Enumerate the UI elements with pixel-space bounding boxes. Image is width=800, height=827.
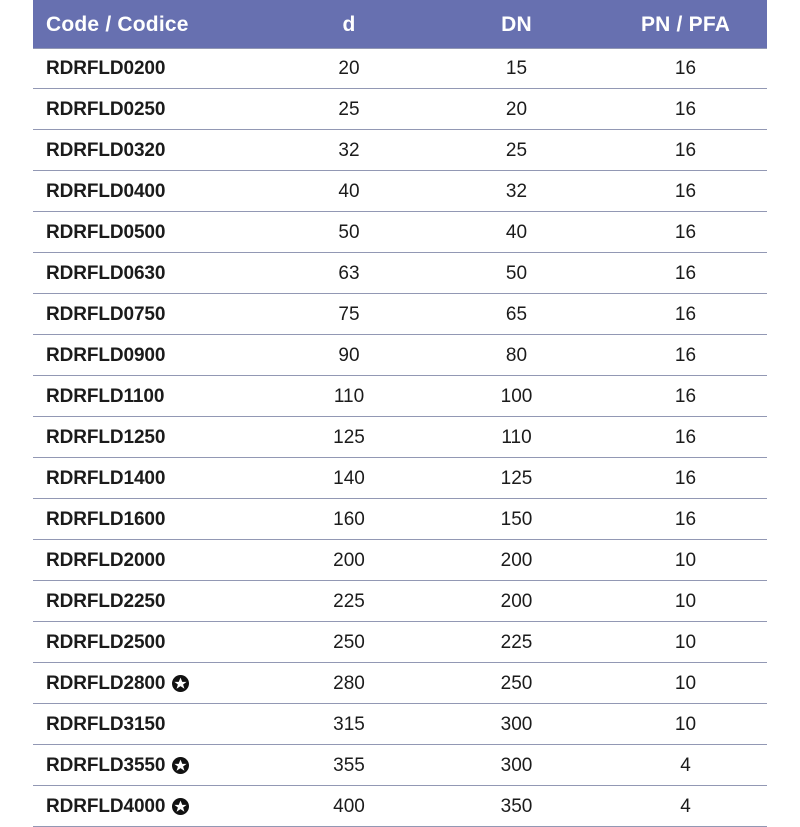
table-row bbox=[33, 253, 767, 294]
cell-pn: 10 bbox=[674, 590, 697, 612]
cell-d: 250 bbox=[333, 631, 365, 653]
cell-dn: 200 bbox=[500, 590, 533, 612]
cell-pn: 16 bbox=[674, 221, 697, 243]
cell-d: 125 bbox=[333, 426, 365, 448]
cell-code-text: RDRFLD0320 bbox=[46, 139, 166, 161]
table-row bbox=[33, 171, 767, 212]
cell-dn: 250 bbox=[500, 672, 533, 694]
cell-code-text: RDRFLD0500 bbox=[46, 221, 166, 243]
cell-d: 400 bbox=[333, 795, 365, 817]
cell-d: 63 bbox=[338, 262, 360, 284]
cell-d: 225 bbox=[333, 590, 365, 612]
cell-dn: 80 bbox=[505, 344, 528, 366]
table-row bbox=[33, 376, 767, 417]
cell-pn: 16 bbox=[674, 58, 697, 79]
cell-code-text: RDRFLD0900 bbox=[46, 344, 166, 366]
column-header-pn: PN / PFA bbox=[640, 12, 731, 36]
table-row bbox=[33, 294, 767, 335]
cell-code-text: RDRFLD2800 bbox=[46, 672, 166, 694]
table-row bbox=[33, 335, 767, 376]
cell-dn: 350 bbox=[500, 795, 533, 817]
cell-code bbox=[33, 264, 269, 283]
cell-pn: 4 bbox=[680, 795, 691, 817]
cell-code-text: RDRFLD0750 bbox=[46, 303, 166, 325]
cell-code-text: RDRFLD1600 bbox=[46, 508, 166, 530]
cell-dn: 300 bbox=[500, 713, 533, 735]
cell-code-text: RDRFLD0400 bbox=[46, 180, 166, 202]
column-header-d: d bbox=[342, 12, 356, 36]
cell-code-text: RDRFLD3550 bbox=[46, 754, 166, 776]
cell-pn: 16 bbox=[674, 385, 697, 407]
cell-dn: 25 bbox=[505, 139, 528, 161]
cell-code bbox=[33, 551, 269, 570]
cell-pn: 16 bbox=[674, 303, 697, 325]
cell-d: 20 bbox=[338, 58, 360, 79]
cell-code-text: RDRFLD2000 bbox=[46, 549, 166, 571]
cell-code bbox=[33, 346, 269, 365]
cell-pn: 16 bbox=[674, 508, 697, 530]
cell-code bbox=[33, 141, 269, 160]
cell-code bbox=[33, 756, 269, 775]
column-header-code: Code / Codice bbox=[46, 12, 189, 36]
cell-code-text: RDRFLD1100 bbox=[46, 385, 165, 407]
cell-dn: 110 bbox=[501, 426, 532, 448]
cell-code-text: RDRFLD0200 bbox=[46, 58, 166, 79]
cell-d: 200 bbox=[333, 549, 365, 571]
cell-pn: 10 bbox=[674, 713, 697, 735]
cell-dn: 40 bbox=[505, 221, 528, 243]
star-in-circle-icon bbox=[172, 798, 189, 815]
cell-code-text: RDRFLD2500 bbox=[46, 631, 166, 653]
cell-d: 75 bbox=[338, 303, 360, 325]
table-row bbox=[33, 417, 767, 458]
cell-d: 50 bbox=[338, 221, 360, 243]
cell-code bbox=[33, 428, 269, 447]
cell-code bbox=[33, 633, 269, 652]
cell-code bbox=[33, 387, 269, 406]
cell-pn: 10 bbox=[674, 631, 697, 653]
cell-dn: 150 bbox=[500, 508, 533, 530]
cell-code bbox=[33, 715, 269, 734]
cell-pn: 10 bbox=[674, 672, 697, 694]
cell-dn: 200 bbox=[500, 549, 533, 571]
cell-code-text: RDRFLD1250 bbox=[46, 426, 166, 448]
table-row bbox=[33, 212, 767, 253]
cell-pn: 16 bbox=[674, 180, 697, 202]
cell-pn: 16 bbox=[674, 98, 697, 120]
table-row bbox=[33, 745, 767, 786]
cell-dn: 225 bbox=[500, 631, 533, 653]
star-in-circle-icon bbox=[172, 757, 189, 774]
cell-code-text: RDRFLD4000 bbox=[46, 795, 166, 817]
cell-pn: 10 bbox=[674, 549, 697, 571]
cell-dn: 32 bbox=[505, 180, 528, 202]
cell-pn: 16 bbox=[674, 262, 697, 284]
cell-code bbox=[33, 674, 269, 693]
cell-code bbox=[33, 510, 269, 529]
cell-d: 25 bbox=[338, 98, 360, 120]
cell-code bbox=[33, 100, 269, 119]
table-row bbox=[33, 89, 767, 130]
cell-d: 315 bbox=[333, 713, 365, 735]
table-row bbox=[33, 48, 767, 89]
cell-code-text: RDRFLD3150 bbox=[46, 713, 166, 735]
cell-code bbox=[33, 797, 269, 816]
table-row bbox=[33, 581, 767, 622]
cell-code bbox=[33, 305, 269, 324]
cell-d: 355 bbox=[333, 754, 365, 776]
cell-pn: 16 bbox=[674, 467, 697, 489]
cell-code bbox=[33, 182, 269, 201]
cell-code bbox=[33, 223, 269, 242]
cell-d: 160 bbox=[333, 508, 365, 530]
cell-pn: 16 bbox=[674, 139, 697, 161]
cell-dn: 50 bbox=[505, 262, 528, 284]
table-header-row bbox=[33, 0, 767, 48]
cell-dn: 125 bbox=[500, 467, 533, 489]
cell-d: 90 bbox=[338, 344, 360, 366]
cell-d: 280 bbox=[333, 672, 365, 694]
cell-pn: 16 bbox=[674, 344, 697, 366]
table-row bbox=[33, 458, 767, 499]
cell-code bbox=[33, 592, 269, 611]
cell-d: 140 bbox=[333, 467, 365, 489]
table-row bbox=[33, 663, 767, 704]
cell-d: 40 bbox=[338, 180, 360, 202]
table-row bbox=[33, 130, 767, 171]
cell-dn: 20 bbox=[505, 98, 528, 120]
cell-dn: 15 bbox=[505, 58, 528, 79]
column-header-dn: DN bbox=[501, 12, 532, 36]
table-row bbox=[33, 540, 767, 581]
cell-d: 110 bbox=[333, 385, 365, 407]
table-row bbox=[33, 622, 767, 663]
cell-dn: 65 bbox=[505, 303, 528, 325]
cell-code-text: RDRFLD1400 bbox=[46, 467, 166, 489]
cell-pn: 4 bbox=[680, 754, 691, 776]
table-body bbox=[33, 48, 767, 827]
table-row bbox=[33, 704, 767, 745]
cell-code bbox=[33, 59, 269, 78]
cell-d: 32 bbox=[338, 139, 360, 161]
table-inner bbox=[33, 0, 767, 827]
cell-dn: 100 bbox=[500, 385, 533, 407]
table-row bbox=[33, 499, 767, 540]
cell-pn: 16 bbox=[674, 426, 697, 448]
cell-code-text: RDRFLD0250 bbox=[46, 98, 166, 120]
cell-code-text: RDRFLD2250 bbox=[46, 590, 166, 612]
cell-code-text: RDRFLD0630 bbox=[46, 262, 166, 284]
cell-dn: 300 bbox=[500, 754, 533, 776]
star-in-circle-icon bbox=[172, 675, 189, 692]
table-row bbox=[33, 786, 767, 827]
cell-code bbox=[33, 469, 269, 488]
